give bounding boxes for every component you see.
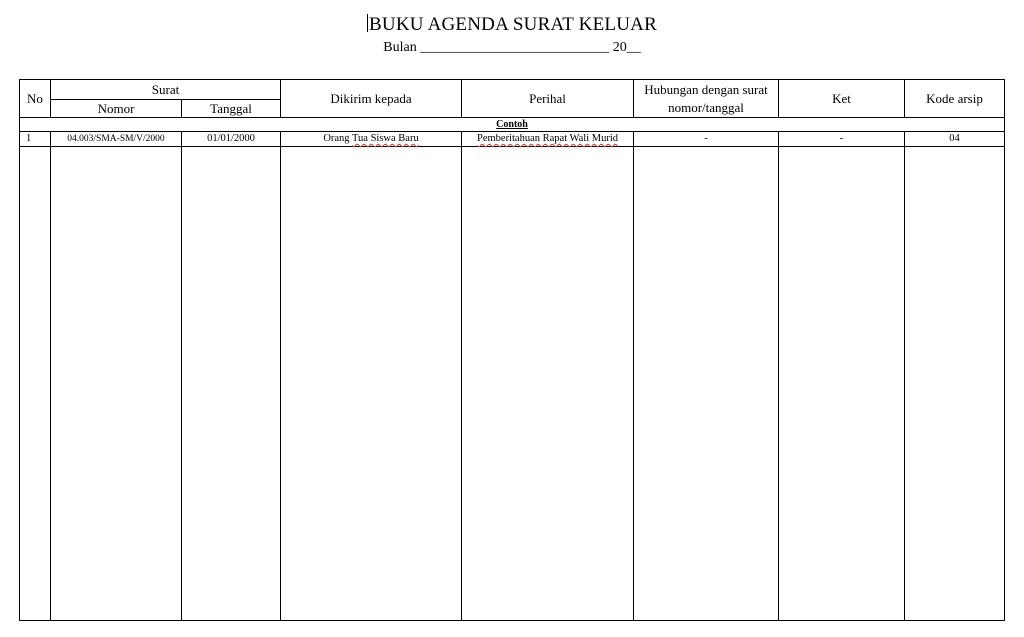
blank-cell[interactable]	[20, 147, 51, 621]
column-header-surat: Surat	[51, 80, 281, 100]
document-subtitle: Bulan ___________________________ 20__	[383, 40, 641, 55]
cell-perihal	[462, 132, 634, 147]
column-header-no: No	[20, 80, 51, 118]
cell-no: 1	[20, 132, 51, 147]
cell-dikirim-prefix: Orang	[323, 133, 352, 144]
column-header-nomor: Nomor	[51, 100, 182, 118]
document-title-text: BUKU AGENDA SURAT KELUAR	[369, 14, 657, 35]
cell-kode: 04	[905, 132, 1005, 147]
text-cursor	[367, 14, 368, 32]
section-label-contoh: Contoh	[20, 118, 1005, 132]
blank-cell[interactable]	[779, 147, 905, 621]
column-header-tanggal: Tanggal	[182, 100, 281, 118]
blank-cell[interactable]	[905, 147, 1005, 621]
cell-tanggal: 01/01/2000	[182, 132, 281, 147]
blank-cell[interactable]	[634, 147, 779, 621]
table-row	[20, 132, 1005, 147]
blank-cell[interactable]	[51, 147, 182, 621]
cell-dikirim-rest: Tua Siswa Baru	[352, 133, 419, 144]
cell-nomor: 04.003/SMA-SM/V/2000	[51, 132, 182, 147]
document-title	[0, 14, 1024, 36]
blank-cell[interactable]	[182, 147, 281, 621]
column-header-ket: Ket	[779, 80, 905, 118]
column-header-kode: Kode arsip	[905, 80, 1005, 118]
cell-perihal-text: Pemberitahuan Rapat Wali Murid	[477, 133, 618, 144]
cell-dikirim	[281, 132, 462, 147]
blank-cell[interactable]	[281, 147, 462, 621]
column-header-hubungan: Hubungan dengan surat nomor/tanggal	[634, 80, 779, 118]
blank-table-row	[20, 147, 1005, 621]
column-header-perihal: Perihal	[462, 80, 634, 118]
cell-ket: -	[779, 132, 905, 147]
column-header-dikirim: Dikirim kepada	[281, 80, 462, 118]
agenda-table	[19, 79, 1005, 621]
blank-cell[interactable]	[462, 147, 634, 621]
cell-hubungan: -	[634, 132, 779, 147]
